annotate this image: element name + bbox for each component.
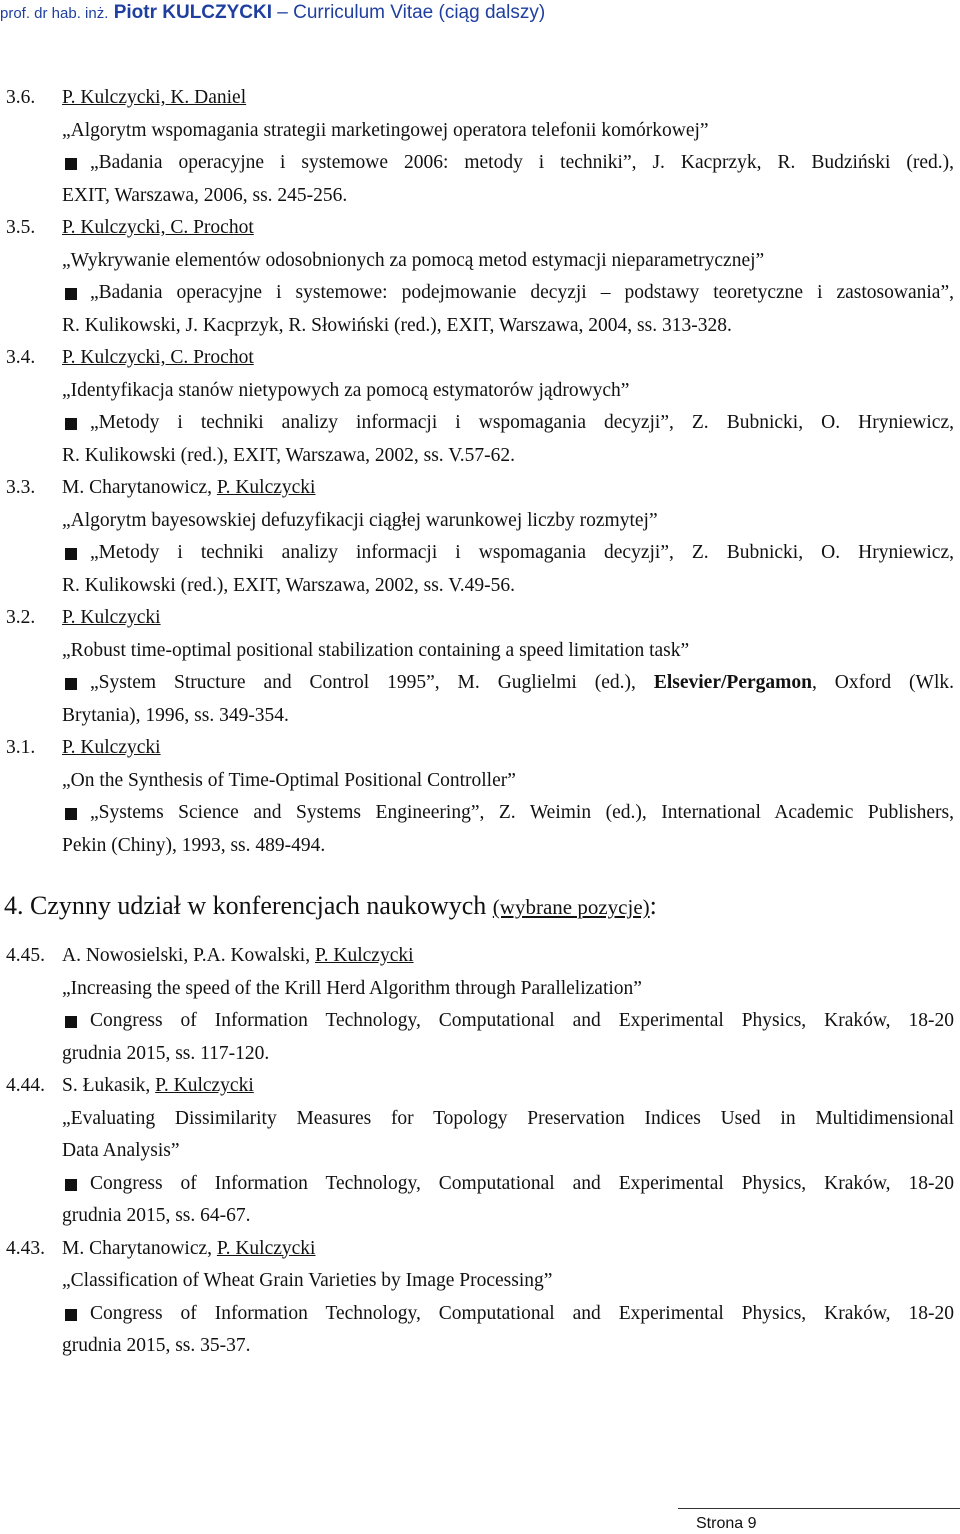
entry-venue-cont: R. Kulikowski (red.), EXIT, Warszawa, 2002, ss. V.49-56. [62, 574, 516, 596]
entry-title: „Evaluating Dissimilarity Measures for Topology Preservation Indices Used in Multidimensional [62, 1107, 954, 1129]
entry-venue-cont: grudnia 2015, ss. 117-120. [62, 1042, 270, 1064]
entry-title: „Classification of Wheat Grain Varieties by Image Processing” [62, 1270, 553, 1291]
entry-author-kulczycki: P. Kulczycki [314, 945, 414, 966]
section-title: 4. Czynny udział w konferencjach naukowych [4, 891, 493, 920]
entry-number: 3.1. [6, 737, 36, 758]
entry-venue-cont: grudnia 2015, ss. 35-37. [62, 1335, 251, 1356]
publication-entry [0, 472, 960, 602]
conference-entry [0, 1233, 960, 1363]
entry-venue: Congress of Information Technology, Computational and Experimental Physics, Kraków, 18-20 [90, 1172, 954, 1194]
entry-venue-part: , Oxford (Wlk. [811, 672, 954, 693]
square-bullet-icon [65, 548, 77, 560]
entry-number: 3.3. [6, 477, 36, 498]
entry-title: „Increasing the speed of the Krill Herd Algorithm through Parallelization” [62, 977, 642, 999]
entry-author-kulczycki: P. Kulczycki [155, 1075, 254, 1096]
square-bullet-icon [65, 678, 77, 690]
publication-entry [0, 212, 960, 342]
entry-coauthors: M. Charytanowicz, [62, 1237, 217, 1259]
entry-number: 4.44. [6, 1075, 45, 1096]
entry-authors: P. Kulczycki [62, 607, 161, 628]
square-bullet-icon [65, 288, 77, 300]
entry-authors [62, 1233, 315, 1266]
entry-venue: „Metody i techniki analizy informacji i wspomagania decyzji”, Z. Bubnicki, O. Hryniewicz, [90, 412, 954, 433]
entry-venue-cont: EXIT, Warszawa, 2006, ss. 245-256. [62, 184, 348, 206]
entry-title-cont: Data Analysis” [62, 1140, 180, 1161]
entry-title: „Algorytm wspomagania strategii marketingowej operatora telefonii komórkowej” [62, 119, 709, 141]
entry-title: „Identyfikacja stanów nietypowych za pomocą estymatorów jądrowych” [62, 379, 630, 401]
entry-number: 3.6. [6, 87, 36, 108]
page-header [0, 2, 545, 24]
entry-authors: P. Kulczycki, C. Prochot [62, 217, 254, 238]
header-suffix: – Curriculum Vitae (ciąg dalszy) [277, 2, 546, 23]
entry-title: „Robust time-optimal positional stabilization containing a speed limitation task” [62, 639, 690, 661]
entry-title: „Wykrywanie elementów odosobnionych za pomocą metod estymacji nieparametrycznej” [62, 249, 765, 271]
conference-entry [0, 940, 960, 1070]
square-bullet-icon [65, 1179, 77, 1191]
entry-authors [62, 1070, 254, 1103]
entry-authors: P. Kulczycki, K. Daniel [62, 87, 247, 108]
entry-venue: „Badania operacyjne i systemowe 2006: metody i techniki”, J. Kacprzyk, R. Budziński (red.), [90, 152, 954, 173]
entry-venue-cont: grudnia 2015, ss. 64-67. [62, 1205, 251, 1226]
square-bullet-icon [65, 808, 77, 820]
entry-venue: „Badania operacyjne i systemowe: podejmowanie decyzji – podstawy teoretyczne i zastosowania”, [90, 282, 954, 303]
entry-venue: „Metody i techniki analizy informacji i wspomagania decyzji”, Z. Bubnicki, O. Hryniewicz, [90, 542, 954, 563]
entry-venue-cont: R. Kulikowski (red.), EXIT, Warszawa, 2002, ss. V.57-62. [62, 444, 516, 466]
entry-publisher: Elsevier/Pergamon [653, 672, 812, 693]
footer-divider [678, 1508, 960, 1509]
entry-number: 3.4. [6, 347, 36, 368]
conference-entry [0, 1070, 960, 1233]
entry-coauthors: S. Łukasik, [62, 1075, 156, 1096]
entry-author-kulczycki: P. Kulczycki [216, 1237, 316, 1259]
page-number: Strona 9 [696, 1515, 757, 1532]
header-name: Piotr KULCZYCKI [113, 2, 273, 23]
publication-entry [0, 732, 960, 862]
entry-number: 3.5. [6, 217, 36, 238]
header-prefix: prof. dr hab. inż. [0, 5, 109, 22]
entry-authors [62, 472, 315, 505]
entry-venue [90, 667, 954, 700]
entry-coauthors: A. Nowosielski, P.A. Kowalski, [62, 945, 315, 966]
square-bullet-icon [65, 158, 77, 170]
square-bullet-icon [65, 418, 77, 430]
entry-venue: Congress of Information Technology, Computational and Experimental Physics, Kraków, 18-20 [90, 1302, 954, 1324]
square-bullet-icon [65, 1016, 77, 1028]
entry-number: 4.45. [6, 945, 45, 966]
section-subtitle: (wybrane pozycje) [492, 895, 650, 919]
entry-venue-part: „System Structure and Control 1995”, M. Guglielmi (ed.), [90, 672, 654, 693]
entry-authors: P. Kulczycki [62, 737, 161, 758]
section-heading [0, 886, 960, 940]
entry-venue-cont: R. Kulikowski, J. Kacprzyk, R. Słowiński (red.), EXIT, Warszawa, 2004, ss. 313-328. [62, 314, 732, 336]
entry-number: 4.43. [6, 1237, 45, 1259]
publication-entry [0, 602, 960, 732]
entry-venue: Congress of Information Technology, Computational and Experimental Physics, Kraków, 18-20 [90, 1010, 954, 1031]
square-bullet-icon [65, 1309, 77, 1321]
entry-venue: „Systems Science and Systems Engineering”, Z. Weimin (ed.), International Academic Publishers, [90, 802, 954, 823]
entry-venue-cont: Pekin (Chiny), 1993, ss. 489-494. [62, 834, 326, 856]
entry-authors: P. Kulczycki, C. Prochot [62, 347, 254, 368]
publications-list [0, 82, 960, 1363]
entry-coauthors: M. Charytanowicz, [62, 477, 217, 498]
publication-entry [0, 82, 960, 212]
entry-title: „Algorytm bayesowskiej defuzyfikacji ciągłej warunkowej liczby rozmytej” [62, 509, 658, 531]
entry-number: 3.2. [6, 607, 36, 628]
entry-author-kulczycki: P. Kulczycki [216, 477, 316, 498]
entry-venue-cont: Brytania), 1996, ss. 349-354. [62, 704, 289, 726]
entry-title: „On the Synthesis of Time-Optimal Positional Controller” [62, 769, 516, 791]
publication-entry [0, 342, 960, 472]
entry-authors [62, 940, 414, 973]
section-colon: : [649, 891, 657, 920]
